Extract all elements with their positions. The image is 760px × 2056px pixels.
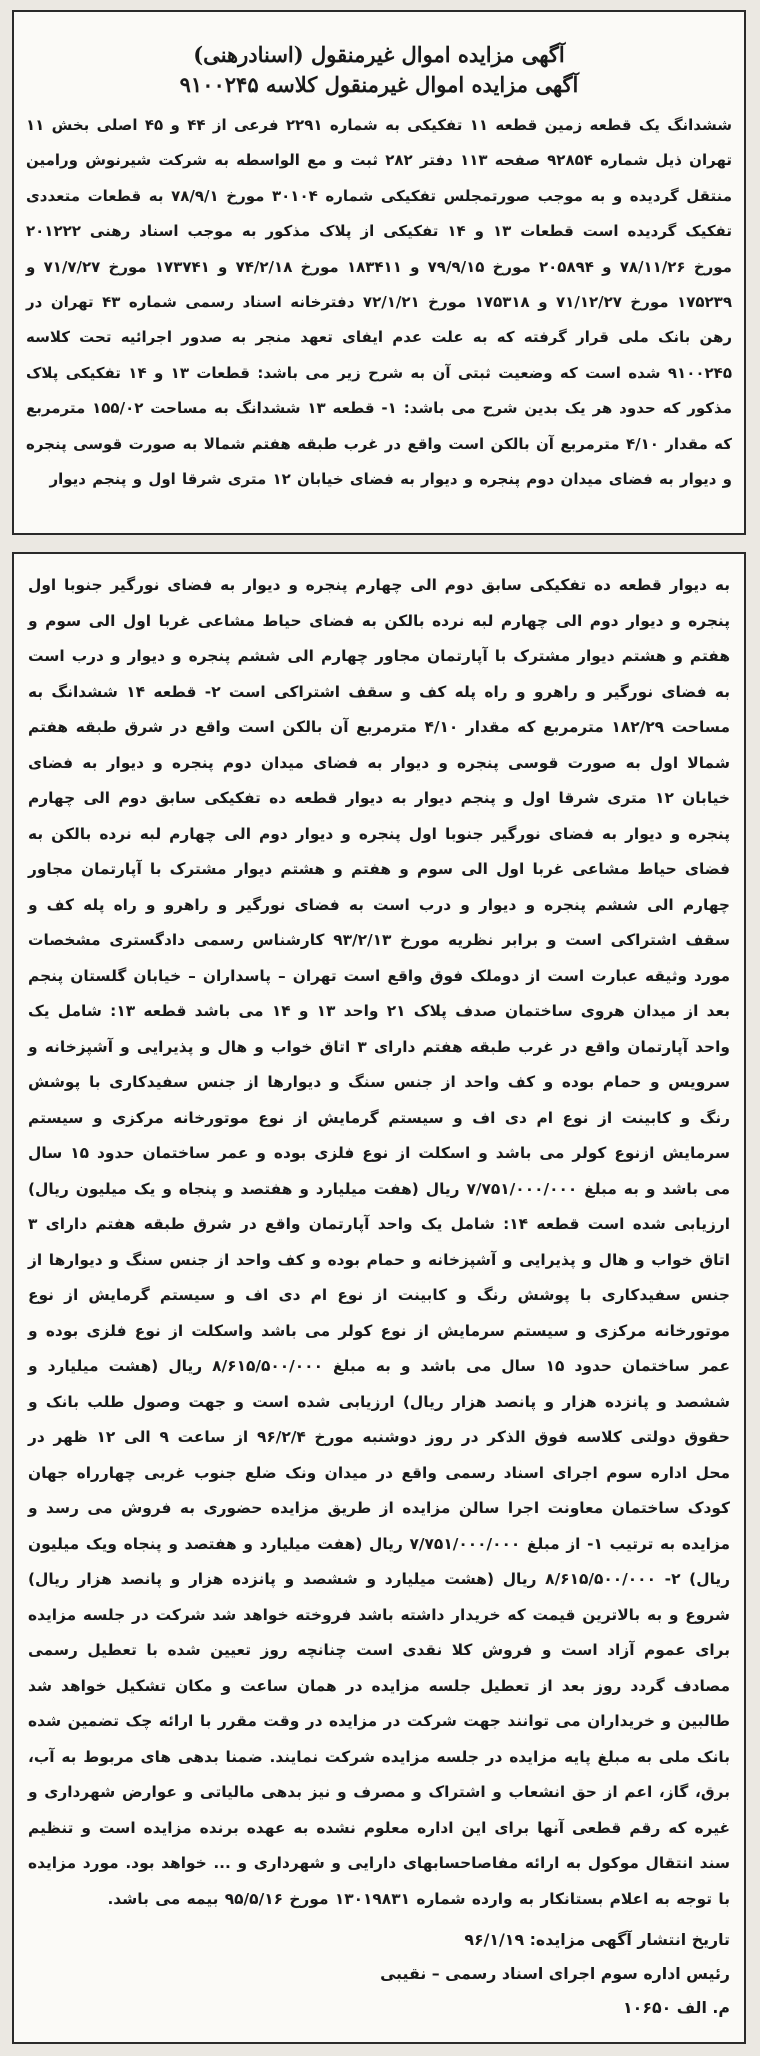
notice-title: آگهی مزایده اموال غیرمنقول (اسنادرهنی) <box>193 42 565 67</box>
signature-line: رئیس اداره سوم اجرای اسناد رسمی – نقیبی <box>380 1963 730 1983</box>
notice-subtitle: آگهی مزایده اموال غیرمنقول کلاسه ۹۱۰۰۲۴۵ <box>179 72 579 97</box>
notice-top-panel <box>12 10 746 535</box>
notice-paragraph-top: ششدانگ یک قطعه زمین قطعه ۱۱ تفکیکی به شماره ۲۲۹۱ فرعی از ۴۴ و ۴۵ اصلی بخش ۱۱ تهران ذیل شماره ۹۲۸۵۴ صفحه ۱۱۳ دفتر ۲۸۲ ثبت و مع الواسطه به شرکت شیرنوش ورامین منتقل گردیده و به موجب صورتمجلس تفکیکی شماره ۳۰۱۰۴ مورخ ۷۸/۹/۱ به قطعات متعددی تفکیک گردیده است قطعات ۱۳ و ۱۴ تفکیکی از پلاک مذکور به موجب اسناد رهنی ۲۰۱۲۲۲ مورخ ۷۸/۱۱/۲۶ و ۲۰۵۸۹۴ مورخ ۷۹/۹/۱۵ و ۱۸۳۴۱۱ مورخ ۷۴/۲/۱۸ و ۱۷۳۷۴۱ مورخ ۷۱/۷/۲۷ و ۱۷۵۲۳۹ مورخ ۷۱/۱۲/۲۷ و ۱۷۵۳۱۸ مورخ ۷۲/۱/۲۱ دفترخانه اسناد رسمی شماره ۴۳ تهران در رهن بانک ملی قرار گرفته که به علت عدم ایفای تعهد منجر به صدور اجرائیه تحت کلاسه ۹۱۰۰۲۴۵ شده است که وضعیت ثبتی آن به شرح زیر می باشد: قطعات ۱۳ و ۱۴ تفکیکی پلاک مذکور که حدود هر یک بدین شرح می باشد: ۱- قطعه ۱۳ ششدانگ به مساحت ۱۵۵/۰۲ مترمربع که مقدار ۴/۱۰ مترمربع آن بالکن است واقع در غرب طبقه هفتم شمالا به صورت قوسی پنجره و دیوار به فضای میدان دوم پنجره و دیوار به فضای خیابان ۱۲ متری شرقا اول و پنجم دیوار <box>26 116 733 489</box>
publish-date: تاریخ انتشار آگهی مزایده: ۹۶/۱/۱۹ <box>464 1930 730 1949</box>
notice-paragraph-bottom: به دیوار قطعه ده تفکیکی سابق دوم الی چهارم پنجره و دیوار به فضای نورگیر جنوبا اول پنجره و دیوار دوم الی چهارم لبه نرده بالکن به فضای حیاط مشاعی غربا اول الی سوم و هفتم و هشتم دیوار مشترک با آپارتمان مجاور چهارم الی ششم پنجره و دیوار و درب است به فضای نورگیر و راهرو و راه پله کف و سقف اشتراکی است ۲- قطعه ۱۴ ششدانگ به مساحت ۱۸۲/۲۹ مترمربع که مقدار ۴/۱۰ مترمربع آن بالکن است واقع در شرق طبقه هفتم شمالا اول به صورت قوسی پنجره و دیوار به فضای میدان دوم پنجره و دیوار به فضای خیابان ۱۲ متری شرقا اول و پنجم دیوار به دیوار قطعه ده تفکیکی سابق دوم الی چهارم پنجره و دیوار به فضای نورگیر جنوبا اول پنجره و دیوار دوم الی چهارم لبه نرده بالکن به فضای حیاط مشاعی غربا اول الی سوم و هفتم و هشتم دیوار مشترک با آپارتمان مجاور چهارم الی ششم پنجره و دیوار و درب است به فضای نورگیر و راهرو و راه پله کف و سقف اشتراکی است و برابر نظریه مورخ ۹۳/۲/۱۳ کارشناس رسمی دادگستری مشخصات مورد وثیقه عبارت است از دوملک فوق واقع است تهران – پاسداران – خیابان گلستان پنجم بعد از میدان هروی ساختمان صدف پلاک ۲۱ واحد ۱۳ و ۱۴ می باشد قطعه ۱۳: شامل یک واحد آپارتمان واقع در غرب طبقه هفتم دارای ۳ اتاق خواب و هال و پذیرایی و آشپزخانه و سرویس و حمام بوده و کف واحد از جنس سنگ و دیوارها از جنس سفیدکاری با پوشش رنگ و کابینت از نوع ام دی اف و سیستم گرمایش از نوع موتورخانه مرکزی و سیستم سرمایش ازنوع کولر می باشد و اسکلت از نوع فلزی بوده و عمر ساختمان حدود ۱۵ سال می باشد و به مبلغ ۷/۷۵۱/۰۰۰/۰۰۰ ریال (هفت میلیارد و هفتصد و پنجاه و یک میلیون ریال) ارزیابی شده است قطعه ۱۴: شامل یک واحد آپارتمان واقع در شرق طبقه هفتم دارای ۳ اتاق خواب و هال و پذیرایی و آشپزخانه و حمام بوده و کف واحد از جنس سنگ و دیوارها از جنس سفیدکاری با پوشش رنگ و کابینت از نوع ام دی اف و سیستم گرمایش از نوع موتورخانه مرکزی و سیستم سرمایش از نوع کولر می باشد واسکلت از نوع فلزی بوده و عمر ساختمان حدود ۱۵ سال می باشد و به مبلغ ۸/۶۱۵/۵۰۰/۰۰۰ ریال (هشت میلیارد و ششصد و پانزده هزار و پانصد هزار ریال) ارزیابی شده است و جهت وصول طلب بانک و حقوق دولتی کلاسه فوق الذکر در روز دوشنبه مورخ ۹۶/۲/۴ از ساعت ۹ الی ۱۲ ظهر در محل اداره سوم اجرای اسناد رسمی واقع در میدان ونک ضلع جنوب غربی چهارراه جهان کودک ساختمان معاونت اجرا سالن مزایده از طریق مزایده حضوری به فروش می رسد و مزایده به ترتیب ۱- از مبلغ ۷/۷۵۱/۰۰۰/۰۰۰ ریال (هفت میلیارد و هفتصد و پنجاه ویک میلیون ریال) ۲- ۸/۶۱۵/۵۰۰/۰۰۰ ریال (هشت میلیارد و ششصد و پانزده هزار و پانصد هزار ریال) شروع و به بالاترین قیمت که خریدار داشته باشد فروخته خواهد شد شرکت در جلسه مزایده برای عموم آزاد است و فروش کلا نقدی است چنانچه روز تعیین شده با تعطیل رسمی مصادف گردد روز بعد از تعطیل جلسه مزایده در همان ساعت و مکان تشکیل خواهد شد طالبین و خریداران می توانند جهت شرکت در مزایده در وقت مقرر با ارائه چک تضمین شده بانک ملی به مبلغ پایه مزایده در جلسه مزایده شرکت نمایند. ضمنا بدهی های مربوط به آب، برق، گاز، اعم از حق انشعاب و اشتراک و مصرف و نیز بدهی مالیاتی و عوارض شهرداری و غیره که رقم قطعی آنها برای این اداره معلوم نشده به عهده برنده مزایده است و تنظیم سند انتقال موکول به ارائه مفاصاحسابهای دارایی و شهرداری و ... خواهد بود. مورد مزایده با توجه به اعلام بستانکار به وارده شماره ۱۳۰۱۹۸۳۱ مورخ ۹۵/۵/۱۶ بیمه می باشد. <box>28 576 730 1908</box>
reference-number: م. الف ۱۰۶۵۰ <box>623 1997 730 2017</box>
notice-footer <box>28 1923 730 2025</box>
notice-bottom-panel <box>12 552 746 2044</box>
